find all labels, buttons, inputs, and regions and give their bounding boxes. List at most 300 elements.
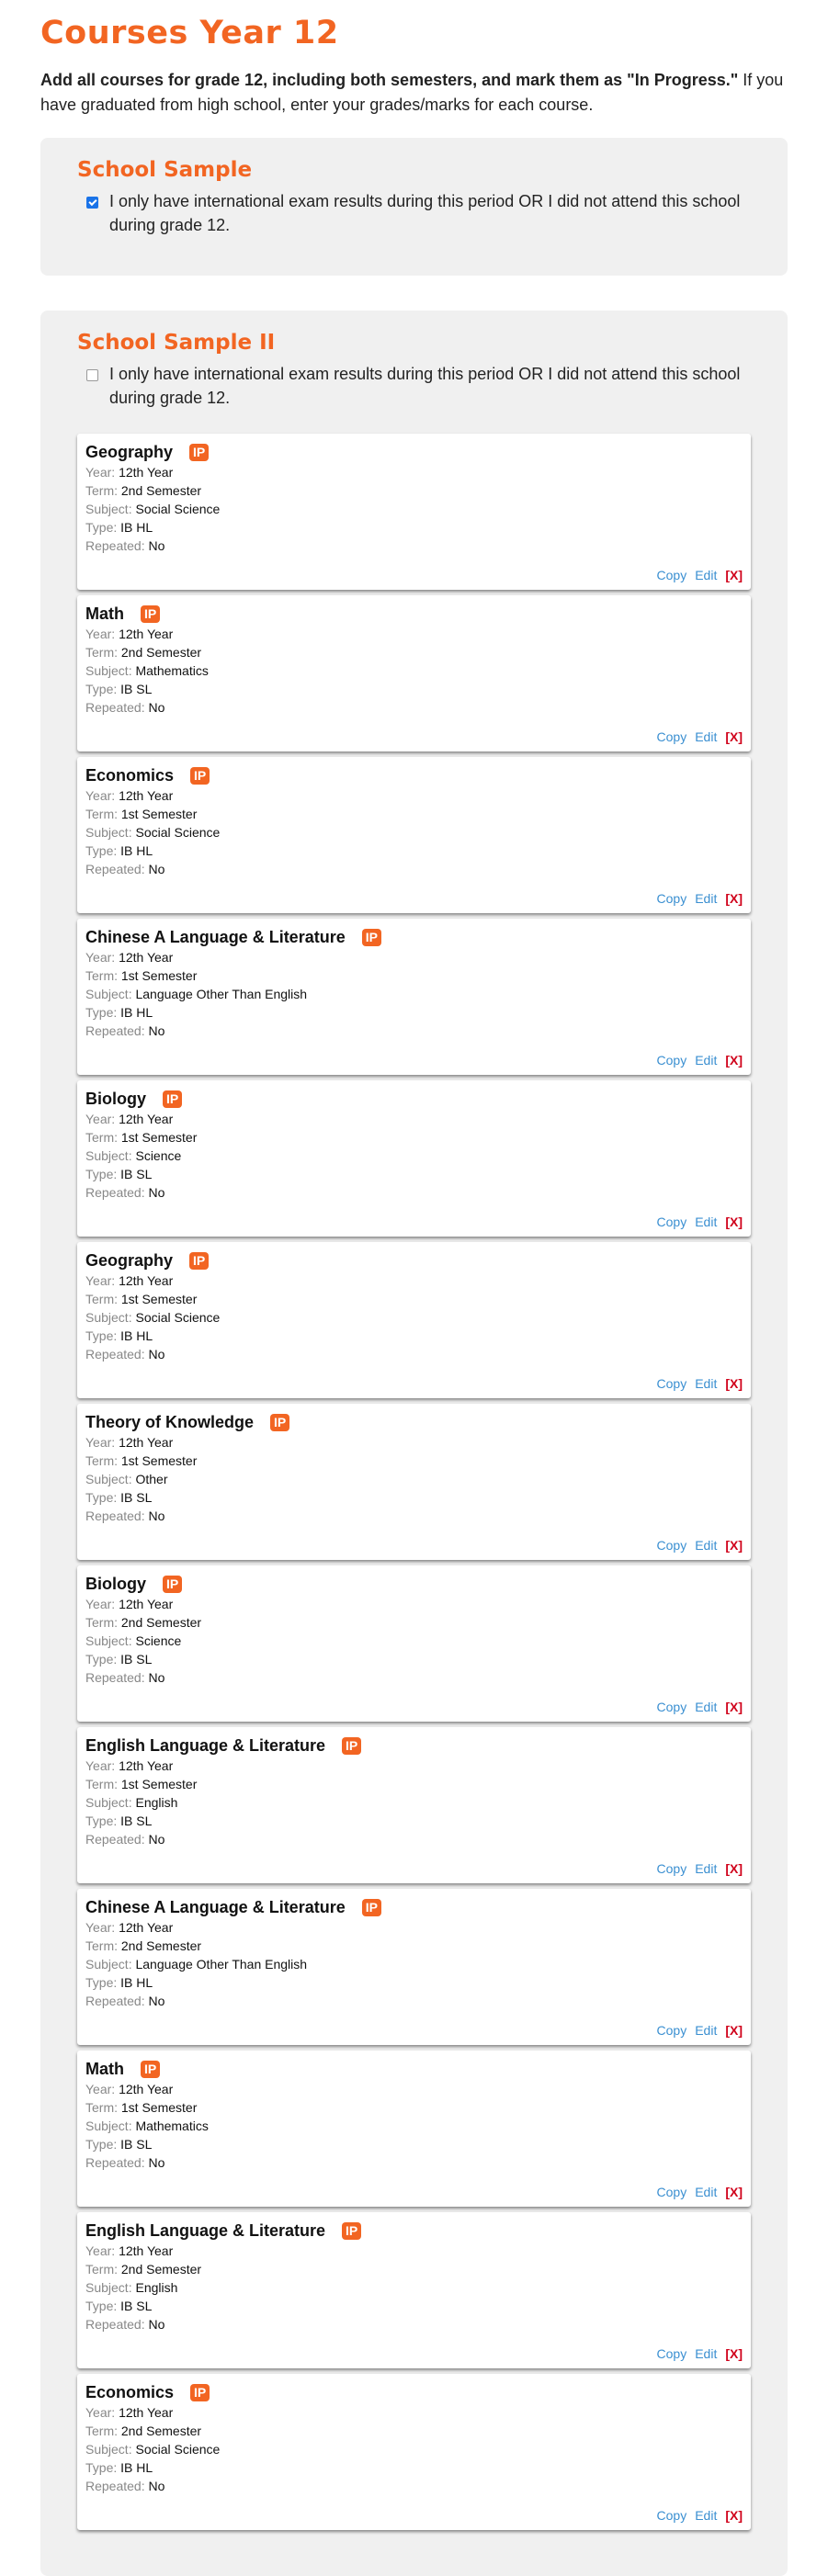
course-card xyxy=(77,1727,751,1883)
course-type-label: Type: xyxy=(85,1652,118,1666)
course-header xyxy=(85,2220,743,2242)
course-actions xyxy=(657,891,743,906)
course-year-label: Year: xyxy=(85,627,116,641)
course-actions xyxy=(657,1700,743,1714)
course-type-label: Type: xyxy=(85,843,118,858)
course-subject xyxy=(85,500,743,518)
course-subject-label: Subject: xyxy=(85,825,132,840)
course-subject-value: Social Science xyxy=(135,825,221,840)
exam-only-label[interactable]: I only have international exam results during this period OR I did not attend this school during grade 12. xyxy=(109,365,741,407)
course-type-label: Type: xyxy=(85,682,118,696)
course-card xyxy=(77,757,751,913)
course-subject xyxy=(85,1470,743,1488)
course-subject xyxy=(85,1308,743,1327)
course-year-label: Year: xyxy=(85,1597,116,1611)
course-subject-value: Science xyxy=(135,1633,182,1648)
course-header xyxy=(85,1896,743,1918)
course-term-value: 1st Semester xyxy=(120,807,198,821)
course-type-label: Type: xyxy=(85,520,118,535)
course-term-value: 1st Semester xyxy=(120,1292,198,1306)
course-year xyxy=(85,1757,743,1775)
course-repeated xyxy=(85,2315,743,2333)
course-subject-label: Subject: xyxy=(85,663,132,678)
copy-link[interactable]: Copy xyxy=(656,1700,687,1714)
course-header xyxy=(85,1734,743,1757)
course-repeated-value: No xyxy=(148,1670,165,1685)
course-repeated-label: Repeated: xyxy=(85,1185,145,1200)
course-actions xyxy=(657,568,743,582)
course-term-value: 1st Semester xyxy=(120,1453,198,1468)
course-term xyxy=(85,1613,743,1632)
course-subject xyxy=(85,2117,743,2135)
edit-link[interactable]: Edit xyxy=(695,2346,718,2361)
course-year-value: 12th Year xyxy=(119,1112,174,1126)
course-repeated xyxy=(85,1507,743,1525)
course-repeated-label: Repeated: xyxy=(85,700,145,715)
remove-link[interactable]: [X] xyxy=(725,2508,743,2523)
course-type-value: IB SL xyxy=(120,2137,153,2152)
course-header xyxy=(85,926,743,948)
course-repeated-label: Repeated: xyxy=(85,1347,145,1361)
course-header xyxy=(85,1249,743,1271)
course-subject-value: Social Science xyxy=(135,2442,221,2457)
course-term xyxy=(85,1452,743,1470)
edit-link[interactable]: Edit xyxy=(695,891,718,906)
in-progress-badge: IP xyxy=(141,605,160,623)
course-term-value: 1st Semester xyxy=(120,2100,198,2115)
remove-link[interactable]: [X] xyxy=(725,2185,743,2199)
remove-link[interactable]: [X] xyxy=(725,1700,743,1714)
remove-link[interactable]: [X] xyxy=(725,891,743,906)
copy-link[interactable]: Copy xyxy=(656,2023,687,2038)
course-year xyxy=(85,2403,743,2422)
course-subject-value: Mathematics xyxy=(135,663,209,678)
course-year-value: 12th Year xyxy=(119,2243,174,2258)
course-year xyxy=(85,2080,743,2098)
course-year xyxy=(85,1110,743,1128)
course-actions xyxy=(657,1053,743,1068)
course-subject-label: Subject: xyxy=(85,502,132,516)
course-type-label: Type: xyxy=(85,1005,118,1020)
course-term-value: 2nd Semester xyxy=(120,1615,202,1630)
course-type xyxy=(85,1327,743,1345)
course-term xyxy=(85,805,743,823)
course-term-value: 1st Semester xyxy=(120,1777,198,1791)
course-repeated xyxy=(85,1345,743,1363)
course-actions xyxy=(657,1376,743,1391)
course-term-value: 2nd Semester xyxy=(120,483,202,498)
course-type-label: Type: xyxy=(85,1813,118,1828)
course-type xyxy=(85,842,743,860)
course-type-label: Type: xyxy=(85,2299,118,2313)
course-term xyxy=(85,2098,743,2117)
course-card xyxy=(77,919,751,1075)
course-name: Biology xyxy=(85,1574,146,1593)
edit-link[interactable]: Edit xyxy=(695,2185,718,2199)
course-subject-label: Subject: xyxy=(85,2280,132,2295)
school-panel xyxy=(40,138,788,276)
course-repeated xyxy=(85,1668,743,1687)
course-year-label: Year: xyxy=(85,2082,116,2096)
course-type-label: Type: xyxy=(85,2460,118,2475)
course-repeated-value: No xyxy=(148,1508,165,1523)
course-year xyxy=(85,1271,743,1290)
course-type xyxy=(85,2297,743,2315)
course-card xyxy=(77,2051,751,2207)
in-progress-badge: IP xyxy=(141,2061,160,2078)
edit-link[interactable]: Edit xyxy=(695,1700,718,1714)
course-repeated-label: Repeated: xyxy=(85,1832,145,1847)
course-year-value: 12th Year xyxy=(119,2405,174,2420)
course-repeated xyxy=(85,860,743,878)
edit-link[interactable]: Edit xyxy=(695,1538,718,1553)
course-repeated-value: No xyxy=(148,700,165,715)
course-repeated-value: No xyxy=(148,2317,165,2332)
in-progress-badge: IP xyxy=(163,1090,182,1108)
course-subject-value: Language Other Than English xyxy=(135,1957,308,1972)
edit-link[interactable]: Edit xyxy=(695,2508,718,2523)
course-term xyxy=(85,1937,743,1955)
course-actions xyxy=(657,1861,743,1876)
course-year-value: 12th Year xyxy=(119,1597,174,1611)
course-year xyxy=(85,463,743,481)
course-term xyxy=(85,481,743,500)
copy-link[interactable]: Copy xyxy=(656,1215,687,1229)
course-subject-value: Science xyxy=(135,1148,182,1163)
course-year xyxy=(85,2242,743,2260)
course-term xyxy=(85,643,743,661)
course-repeated xyxy=(85,537,743,555)
edit-link[interactable]: Edit xyxy=(695,2023,718,2038)
course-header xyxy=(85,1573,743,1595)
course-type xyxy=(85,518,743,537)
copy-link[interactable]: Copy xyxy=(656,2346,687,2361)
course-repeated-label: Repeated: xyxy=(85,2155,145,2170)
course-name: Economics xyxy=(85,2382,175,2401)
course-term-label: Term: xyxy=(85,1292,118,1306)
course-card xyxy=(77,1889,751,2045)
course-term-label: Term: xyxy=(85,1777,118,1791)
course-name: Economics xyxy=(85,765,175,785)
course-subject xyxy=(85,823,743,842)
course-year-label: Year: xyxy=(85,1920,116,1935)
course-year-label: Year: xyxy=(85,2243,116,2258)
course-year-value: 12th Year xyxy=(119,1920,174,1935)
course-subject-value: Social Science xyxy=(135,1310,221,1325)
course-year-label: Year: xyxy=(85,788,116,803)
remove-link[interactable]: [X] xyxy=(725,2023,743,2038)
course-repeated-value: No xyxy=(148,1832,165,1847)
course-actions xyxy=(657,2508,743,2523)
course-year xyxy=(85,1433,743,1452)
course-list xyxy=(77,434,751,2530)
course-term-label: Term: xyxy=(85,1453,118,1468)
edit-link[interactable]: Edit xyxy=(695,729,718,744)
copy-link[interactable]: Copy xyxy=(656,1538,687,1553)
course-type xyxy=(85,680,743,698)
remove-link[interactable]: [X] xyxy=(725,2346,743,2361)
course-name: Math xyxy=(85,604,124,623)
course-term-label: Term: xyxy=(85,645,118,660)
course-repeated-label: Repeated: xyxy=(85,2317,145,2332)
course-card xyxy=(77,1565,751,1722)
course-year xyxy=(85,948,743,966)
copy-link[interactable]: Copy xyxy=(656,729,687,744)
course-term-label: Term: xyxy=(85,2262,118,2277)
page-title: Courses Year 12 xyxy=(40,15,339,51)
course-name: English Language & Literature xyxy=(85,2220,326,2240)
course-card xyxy=(77,1404,751,1560)
course-actions xyxy=(657,1538,743,1553)
school-panel xyxy=(40,311,788,2576)
course-term xyxy=(85,1128,743,1147)
remove-link[interactable]: [X] xyxy=(725,1538,743,1553)
course-name: Geography xyxy=(85,442,174,461)
course-subject xyxy=(85,2440,743,2458)
in-progress-badge: IP xyxy=(189,444,209,461)
course-card xyxy=(77,1242,751,1398)
in-progress-badge: IP xyxy=(362,929,381,946)
course-type xyxy=(85,1488,743,1507)
copy-link[interactable]: Copy xyxy=(656,1376,687,1391)
course-term xyxy=(85,2422,743,2440)
course-card xyxy=(77,2374,751,2530)
exam-only-checkbox[interactable] xyxy=(86,369,98,381)
course-type-value: IB SL xyxy=(120,1167,153,1181)
course-term-label: Term: xyxy=(85,2423,118,2438)
course-repeated-value: No xyxy=(148,1023,165,1038)
course-year-label: Year: xyxy=(85,1273,116,1288)
course-type-value: IB HL xyxy=(120,1328,153,1343)
course-repeated-label: Repeated: xyxy=(85,862,145,876)
course-subject xyxy=(85,1632,743,1650)
course-year-value: 12th Year xyxy=(119,788,174,803)
course-actions xyxy=(657,1215,743,1229)
course-subject xyxy=(85,2278,743,2297)
course-header xyxy=(85,764,743,786)
course-name: Chinese A Language & Literature xyxy=(85,927,346,946)
intro-text xyxy=(40,68,788,118)
course-subject xyxy=(85,1147,743,1165)
course-card xyxy=(77,2212,751,2368)
course-repeated xyxy=(85,1022,743,1040)
course-header xyxy=(85,2381,743,2403)
course-repeated-label: Repeated: xyxy=(85,1023,145,1038)
course-subject-label: Subject: xyxy=(85,1633,132,1648)
intro-bold: Add all courses for grade 12, including both semesters, and mark them as "In Progress." xyxy=(40,71,739,89)
course-type-value: IB SL xyxy=(120,2299,153,2313)
course-repeated-value: No xyxy=(148,1994,165,2008)
remove-link[interactable]: [X] xyxy=(725,729,743,744)
course-term-label: Term: xyxy=(85,2100,118,2115)
course-type xyxy=(85,1650,743,1668)
course-repeated xyxy=(85,698,743,717)
in-progress-badge: IP xyxy=(190,767,210,785)
course-type-label: Type: xyxy=(85,2137,118,2152)
course-year-value: 12th Year xyxy=(119,1758,174,1773)
course-type-value: IB SL xyxy=(120,1813,153,1828)
edit-link[interactable]: Edit xyxy=(695,568,718,582)
course-subject-value: English xyxy=(135,2280,178,2295)
course-subject-label: Subject: xyxy=(85,1310,132,1325)
remove-link[interactable]: [X] xyxy=(725,1215,743,1229)
course-subject-label: Subject: xyxy=(85,2118,132,2133)
course-term xyxy=(85,2260,743,2278)
course-term-value: 1st Semester xyxy=(120,1130,198,1145)
in-progress-badge: IP xyxy=(342,2222,361,2240)
course-repeated-value: No xyxy=(148,862,165,876)
course-repeated xyxy=(85,1183,743,1202)
course-year xyxy=(85,625,743,643)
remove-link[interactable]: [X] xyxy=(725,1053,743,1068)
copy-link[interactable]: Copy xyxy=(656,2185,687,2199)
course-type xyxy=(85,2458,743,2477)
course-term xyxy=(85,1290,743,1308)
copy-link[interactable]: Copy xyxy=(656,1861,687,1876)
course-name: Geography xyxy=(85,1250,174,1270)
in-progress-badge: IP xyxy=(190,2384,210,2401)
course-header xyxy=(85,441,743,463)
course-term-value: 2nd Semester xyxy=(120,645,202,660)
course-year-label: Year: xyxy=(85,2405,116,2420)
course-term-value: 2nd Semester xyxy=(120,2262,202,2277)
course-repeated-label: Repeated: xyxy=(85,538,145,553)
course-type-label: Type: xyxy=(85,1490,118,1505)
course-subject-value: English xyxy=(135,1795,178,1810)
course-header xyxy=(85,1088,743,1110)
copy-link[interactable]: Copy xyxy=(656,891,687,906)
course-term-label: Term: xyxy=(85,968,118,983)
course-type-value: IB HL xyxy=(120,843,153,858)
course-type xyxy=(85,2135,743,2153)
course-term-label: Term: xyxy=(85,1130,118,1145)
course-year-value: 12th Year xyxy=(119,465,174,480)
course-term-value: 2nd Semester xyxy=(120,1938,202,1953)
exam-only-option[interactable] xyxy=(77,189,751,237)
course-year-value: 12th Year xyxy=(119,1273,174,1288)
exam-only-option[interactable] xyxy=(77,362,751,410)
course-term-label: Term: xyxy=(85,1938,118,1953)
course-actions xyxy=(657,2023,743,2038)
school-title: School Sample II xyxy=(77,331,276,355)
remove-link[interactable]: [X] xyxy=(725,1376,743,1391)
in-progress-badge: IP xyxy=(342,1737,361,1755)
course-type xyxy=(85,1165,743,1183)
course-term xyxy=(85,966,743,985)
course-year xyxy=(85,786,743,805)
course-name: Math xyxy=(85,2059,124,2078)
course-type-label: Type: xyxy=(85,1167,118,1181)
course-subject xyxy=(85,661,743,680)
course-header xyxy=(85,1411,743,1433)
course-subject-value: Social Science xyxy=(135,502,221,516)
course-name: Chinese A Language & Literature xyxy=(85,1897,346,1916)
course-year xyxy=(85,1918,743,1937)
edit-link[interactable]: Edit xyxy=(695,1053,718,1068)
course-repeated-value: No xyxy=(148,1347,165,1361)
exam-only-checkbox[interactable] xyxy=(86,197,98,209)
course-year-label: Year: xyxy=(85,1112,116,1126)
course-type-value: IB SL xyxy=(120,682,153,696)
course-repeated xyxy=(85,1992,743,2010)
course-type xyxy=(85,1973,743,1992)
course-actions xyxy=(657,729,743,744)
in-progress-badge: IP xyxy=(270,1414,289,1431)
course-card xyxy=(77,1080,751,1237)
in-progress-badge: IP xyxy=(189,1252,209,1270)
course-type-label: Type: xyxy=(85,1328,118,1343)
course-subject-value: Other xyxy=(135,1472,168,1486)
course-name: Theory of Knowledge xyxy=(85,1412,255,1431)
course-subject xyxy=(85,1793,743,1812)
copy-link[interactable]: Copy xyxy=(656,1053,687,1068)
course-term-label: Term: xyxy=(85,483,118,498)
course-subject-label: Subject: xyxy=(85,1795,132,1810)
course-actions xyxy=(657,2185,743,2199)
course-header xyxy=(85,2058,743,2080)
edit-link[interactable]: Edit xyxy=(695,1215,718,1229)
course-type-value: IB HL xyxy=(120,2460,153,2475)
edit-link[interactable]: Edit xyxy=(695,1861,718,1876)
course-type-value: IB SL xyxy=(120,1490,153,1505)
course-year-label: Year: xyxy=(85,1758,116,1773)
course-repeated xyxy=(85,2153,743,2172)
course-term-value: 2nd Semester xyxy=(120,2423,202,2438)
course-type-value: IB HL xyxy=(120,520,153,535)
in-progress-badge: IP xyxy=(163,1576,182,1593)
course-header xyxy=(85,603,743,625)
course-repeated-label: Repeated: xyxy=(85,1994,145,2008)
course-repeated xyxy=(85,1830,743,1848)
remove-link[interactable]: [X] xyxy=(725,568,743,582)
course-card xyxy=(77,434,751,590)
copy-link[interactable]: Copy xyxy=(656,568,687,582)
course-type xyxy=(85,1812,743,1830)
course-year-value: 12th Year xyxy=(119,2082,174,2096)
course-repeated-label: Repeated: xyxy=(85,1670,145,1685)
course-repeated-value: No xyxy=(148,2155,165,2170)
school-title: School Sample xyxy=(77,158,253,182)
course-subject xyxy=(85,1955,743,1973)
course-repeated-value: No xyxy=(148,2479,165,2493)
course-subject-value: Language Other Than English xyxy=(135,987,308,1001)
course-subject-label: Subject: xyxy=(85,2442,132,2457)
course-repeated-label: Repeated: xyxy=(85,1508,145,1523)
course-subject xyxy=(85,985,743,1003)
course-type-label: Type: xyxy=(85,1975,118,1990)
course-card xyxy=(77,595,751,751)
course-name: Biology xyxy=(85,1089,146,1108)
course-term-value: 1st Semester xyxy=(120,968,198,983)
course-year-value: 12th Year xyxy=(119,627,174,641)
course-type-value: IB HL xyxy=(120,1975,153,1990)
course-type-value: IB HL xyxy=(120,1005,153,1020)
course-subject-label: Subject: xyxy=(85,987,132,1001)
course-year-value: 12th Year xyxy=(119,950,174,965)
course-subject-label: Subject: xyxy=(85,1957,132,1972)
course-repeated-label: Repeated: xyxy=(85,2479,145,2493)
course-term xyxy=(85,1775,743,1793)
edit-link[interactable]: Edit xyxy=(695,1376,718,1391)
course-name: English Language & Literature xyxy=(85,1735,326,1755)
course-year-label: Year: xyxy=(85,950,116,965)
course-term-label: Term: xyxy=(85,1615,118,1630)
course-year-label: Year: xyxy=(85,1435,116,1450)
exam-only-label[interactable]: I only have international exam results during this period OR I did not attend this school during grade 12. xyxy=(109,192,741,234)
course-year-label: Year: xyxy=(85,465,116,480)
remove-link[interactable]: [X] xyxy=(725,1861,743,1876)
copy-link[interactable]: Copy xyxy=(656,2508,687,2523)
